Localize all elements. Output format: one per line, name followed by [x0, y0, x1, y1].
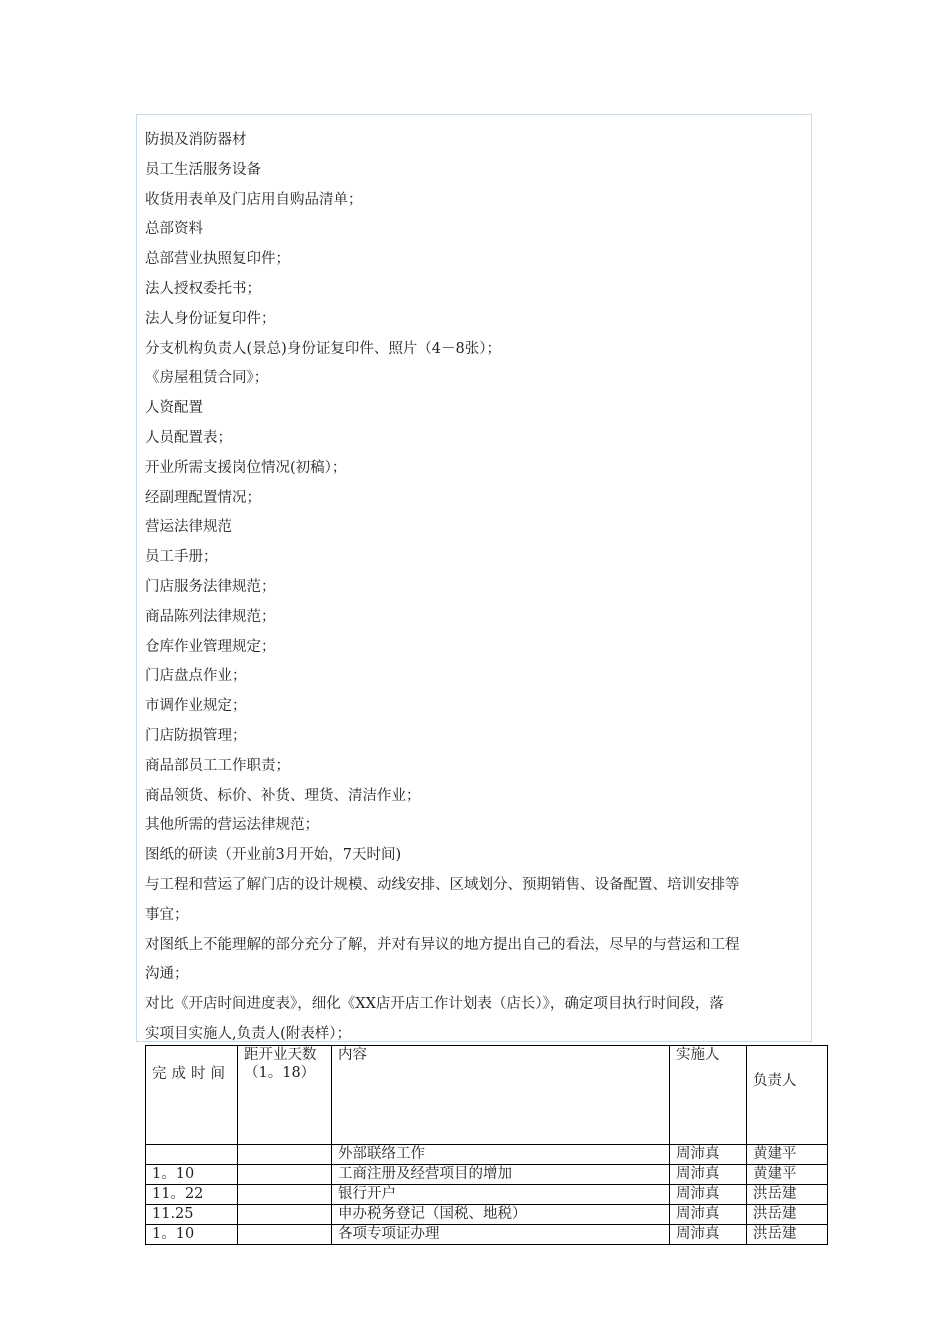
table-row [146, 1205, 828, 1225]
cell-content: 银行开户 [332, 1185, 670, 1205]
text-lines [145, 126, 803, 1050]
header-responsible-person: 负责人 [747, 1046, 828, 1145]
cell-implementer: 周沛真 [670, 1145, 747, 1165]
text-line: 人员配置表； [145, 429, 232, 446]
cell-days [238, 1225, 332, 1245]
text-line: 收货用表单及门店用自购品清单； [145, 191, 363, 208]
text-line: 法人授权委托书； [145, 280, 261, 297]
text-line: 市调作业规定； [145, 698, 247, 715]
table-header-row [146, 1046, 828, 1145]
text-line: 图纸的研读（开业前3月开始，7天时间) [145, 847, 402, 864]
cell-implementer: 周沛真 [670, 1205, 747, 1225]
cell-content: 各项专项证办理 [332, 1225, 670, 1245]
text-line: 防损及消防器材 [145, 132, 247, 148]
cell-days [238, 1185, 332, 1205]
text-line: 与工程和营运了解门店的设计规模、动线安排、区域划分、预期销售、设备配置、培训安排等 [145, 876, 740, 893]
cell-days [238, 1165, 332, 1185]
text-line: 事宜； [145, 906, 189, 923]
text-line: 人资配置 [145, 400, 203, 417]
text-line: 商品领货、标价、补货、理货、清洁作业； [145, 787, 421, 804]
text-line: 《房屋租赁合同》； [145, 370, 269, 387]
text-line: 总部资料 [145, 221, 203, 238]
text-line: 开业所需支援岗位情况(初稿）； [145, 459, 347, 476]
header-content: 内容 [332, 1046, 670, 1145]
cell-content: 工商注册及经营项目的增加 [332, 1165, 670, 1185]
cell-content: 外部联络工作 [332, 1145, 670, 1165]
cell-time: 1。10 [146, 1165, 238, 1185]
table-row [146, 1145, 828, 1165]
cell-time: 11。22 [146, 1185, 238, 1205]
cell-lead: 洪岳建 [747, 1185, 828, 1205]
text-line: 员工手册； [145, 549, 218, 566]
header-implementer: 实施人 [670, 1046, 747, 1145]
cell-implementer: 周沛真 [670, 1185, 747, 1205]
text-line: 商品部员工工作职责； [145, 757, 290, 774]
cell-content: 申办税务登记（国税、地税） [332, 1205, 670, 1225]
cell-lead: 洪岳建 [747, 1205, 828, 1225]
text-line: 其他所需的营运法律规范； [145, 817, 319, 834]
text-line: 经副理配置情况； [145, 489, 261, 506]
text-line: 对图纸上不能理解的部分充分了解，并对有异议的地方提出自己的看法，尽早的与营运和工程 [145, 936, 740, 953]
cell-time: 11.25 [146, 1205, 238, 1225]
document-text-box [136, 114, 812, 1042]
cell-time: 1。10 [146, 1225, 238, 1245]
cell-days [238, 1145, 332, 1165]
cell-lead: 洪岳建 [747, 1225, 828, 1245]
table-row [146, 1225, 828, 1245]
table-row [146, 1165, 828, 1185]
table-row [146, 1185, 828, 1205]
text-line: 门店防损管理； [145, 727, 247, 744]
cell-lead: 黄建平 [747, 1145, 828, 1165]
cell-lead: 黄建平 [747, 1165, 828, 1185]
schedule-table [145, 1045, 828, 1245]
text-line: 总部营业执照复印件； [145, 251, 290, 268]
cell-days [238, 1205, 332, 1225]
header-days-to-opening: 距开业天数（1。18） [238, 1046, 332, 1145]
text-line: 门店盘点作业； [145, 668, 247, 685]
text-line: 实项目实施人,负责人(附表样）； [145, 1025, 352, 1042]
text-line: 对比《开店时间进度表》，细化《XX店开店工作计划表（店长）》，确定项目执行时间段，落 [145, 996, 724, 1013]
cell-time [146, 1145, 238, 1165]
text-line: 沟通； [145, 966, 189, 983]
text-line: 营运法律规范 [145, 519, 232, 536]
text-line: 仓库作业管理规定； [145, 638, 276, 655]
text-line: 法人身份证复印件； [145, 310, 276, 327]
text-line: 员工生活服务设备 [145, 161, 261, 178]
text-line: 分支机构负责人(景总)身份证复印件、照片（4－8张）； [145, 340, 502, 357]
text-line: 门店服务法律规范； [145, 578, 276, 595]
text-line: 商品陈列法律规范； [145, 608, 276, 625]
header-completion-time: 完成时间 [146, 1046, 238, 1145]
cell-implementer: 周沛真 [670, 1165, 747, 1185]
cell-implementer: 周沛真 [670, 1225, 747, 1245]
